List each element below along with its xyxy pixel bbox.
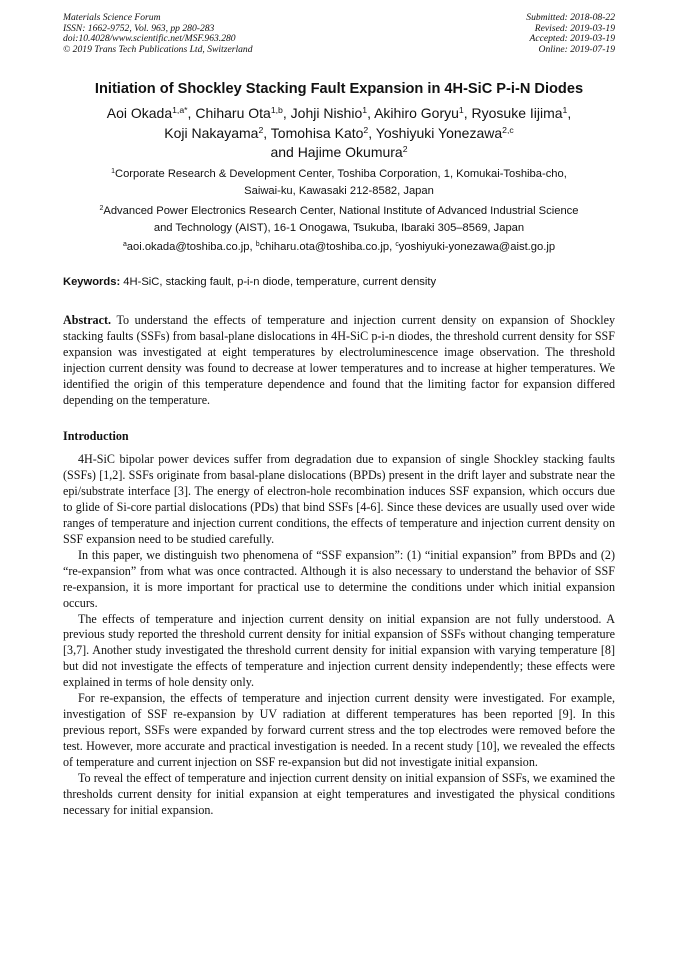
author: Hajime Okumura$^2$ [297, 144, 408, 160]
author: Tomohisa Kato$^2$ [270, 124, 369, 141]
author: Yoshiyuki Yonezawa$^{2,c}$ [375, 124, 514, 141]
author: Akihiro Goryu$^1$ [374, 105, 464, 121]
abstract-label: Abstract. [63, 313, 112, 327]
paragraph: To reveal the effect of temperature and injection current density on initial expansion of SSFs, we examined the thresholds current density for initial expansion at eight temperatures and investigated the physical conditions necessary for initial expansion. [63, 771, 615, 817]
email-link[interactable]: chiharu.ota@toshiba.co.jp, [259, 241, 396, 253]
author: Johji Nishio$^1$ [290, 105, 368, 121]
date-submitted: Submitted: 2018-08-22 [526, 12, 615, 23]
journal-issn: ISSN: 1662-9752, Vol. 963, pp 280-283 [63, 22, 215, 34]
journal-doi[interactable]: doi:10.4028/www.scientific.net/MSF.963.280 [63, 33, 236, 45]
introduction-body [63, 452, 615, 819]
publication-dates [526, 13, 615, 56]
keywords-label: Keywords: [63, 276, 121, 288]
date-accepted: Accepted: 2019-03-19 [529, 33, 615, 45]
affiliation-2: $^2$Advanced Power Electronics Research Center, National Institute of Advanced Industrial Science and Technology (AIST), 16-1 Onogawa, Tsukuba, Ibaraki 305–8569, Japan [99, 205, 579, 234]
email-link[interactable]: aoi.okada@toshiba.co.jp, [126, 241, 256, 253]
abstract-text: To understand the effects of temperature and injection current density on expansion of Shockley stacking faults (SSFs) from basal-plane dislocations in 4H-SiC p-i-n diodes, the threshold current density for SSF expansion was investigated at eight temperatures by electroluminescence image observation. The threshold injection current density was found to decrease at lower temperatures and to increase at higher temperatures. We identified the origin of this temperature dependence and found that the limiting factor for expansion differed depending on the temperature. [63, 313, 615, 407]
author: Aoi Okada$^{1,a*}$ [106, 105, 188, 121]
date-revised: Revised: 2019-03-19 [534, 22, 615, 34]
email-link[interactable]: yoshiyuki-yonezawa@aist.go.jp [398, 241, 556, 253]
paragraph: In this paper, we distinguish two phenomena of “SSF expansion”: (1) “initial expansion” from BPDs and (2) “re-expansion” from what was once contracted. Although it is also necessary to understand the behavior of SSF re-expansion, it is more important for practical use to determine the conditions under which initial expansion occurs. [63, 547, 615, 610]
author: Koji Nakayama$^2$ [164, 124, 264, 141]
journal-info [63, 13, 253, 56]
abstract [63, 313, 615, 409]
paper-title: Initiation of Shockley Stacking Fault Expansion in 4H-SiC P-i-N Diodes [94, 81, 584, 97]
paragraph: 4H-SiC bipolar power devices suffer from degradation due to expansion of single Shockley stacking faults (SSFs) [1,2]. SSFs originate from basal-plane dislocations (BPDs) present in the drift layer and substrate near the epi/substrate interface [3]. The energy of electron-hole recombination induces SSF expansion, which occurs due to glide of Si-core partial dislocations (PDs) that bind SSFs [4-6]. Since these devices are usually used over wide ranges of temperature and injection current conditions, the effects of temperature and injection current density on SSF expansion need to be studied carefully. [63, 452, 615, 546]
author-list: Aoi Okada$^{1,a*}$, Chiharu Ota$^{1,b}$, Johji Nishio$^1$, Akihiro Goryu$^1$, Ryosuke Iijima$^1$, Koji Nakayama$^2$, Tomohisa Kato$^2$, Yoshiyuki Yonezawa$^{2,c}$ and Hajime Okumura$^2$ [106, 105, 572, 160]
paragraph: The effects of temperature and injection current density on initial expansion are not fully understood. A previous study reported the threshold current density for initial expansion of SSFs without changing temperature [3,7]. Another study investigated the threshold current density for initial expansion with varying temperature [8] but did not investigate the effects of temperature and injection current density independently; these effects were explained in terms of hole density only. [63, 611, 615, 690]
introduction-heading: Introduction [63, 429, 129, 443]
author-emails: $^a$aoi.okada@toshiba.co.jp, $^b$chiharu.ota@toshiba.co.jp, $^c$yoshiyuki-yonezawa@aist.go.jp [122, 241, 556, 253]
journal-name: Materials Science Forum [63, 12, 161, 23]
author: Ryosuke Iijima$^1$ [471, 105, 568, 121]
paragraph: For re-expansion, the effects of temperature and injection current density were investigated. For example, investigation of SSF re-expansion by UV radiation at different temperatures has been reported [9]. In this previous report, SSFs were expanded by forward current stress and the top electrodes were removed before the test. However, more accurate and practical investigation is needed. In a recent study [10], we revealed the effects of temperature and current injection on SSF re-expansion but did not investigate initial expansion. [63, 691, 615, 770]
affiliation-1: $^1$Corporate Research & Development Center, Toshiba Corporation, 1, Komukai-Toshiba-cho, Saiwai-ku, Kawasaki 212-8582, Japan [111, 168, 567, 197]
author: Chiharu Ota$^{1,b}$ [195, 105, 283, 121]
keywords [63, 275, 615, 290]
date-online: Online: 2019-07-19 [538, 44, 615, 56]
keywords-text: 4H-SiC, stacking fault, p-i-n diode, temperature, current density [120, 276, 437, 288]
journal-copyright: © 2019 Trans Tech Publications Ltd, Switzerland [63, 44, 253, 56]
